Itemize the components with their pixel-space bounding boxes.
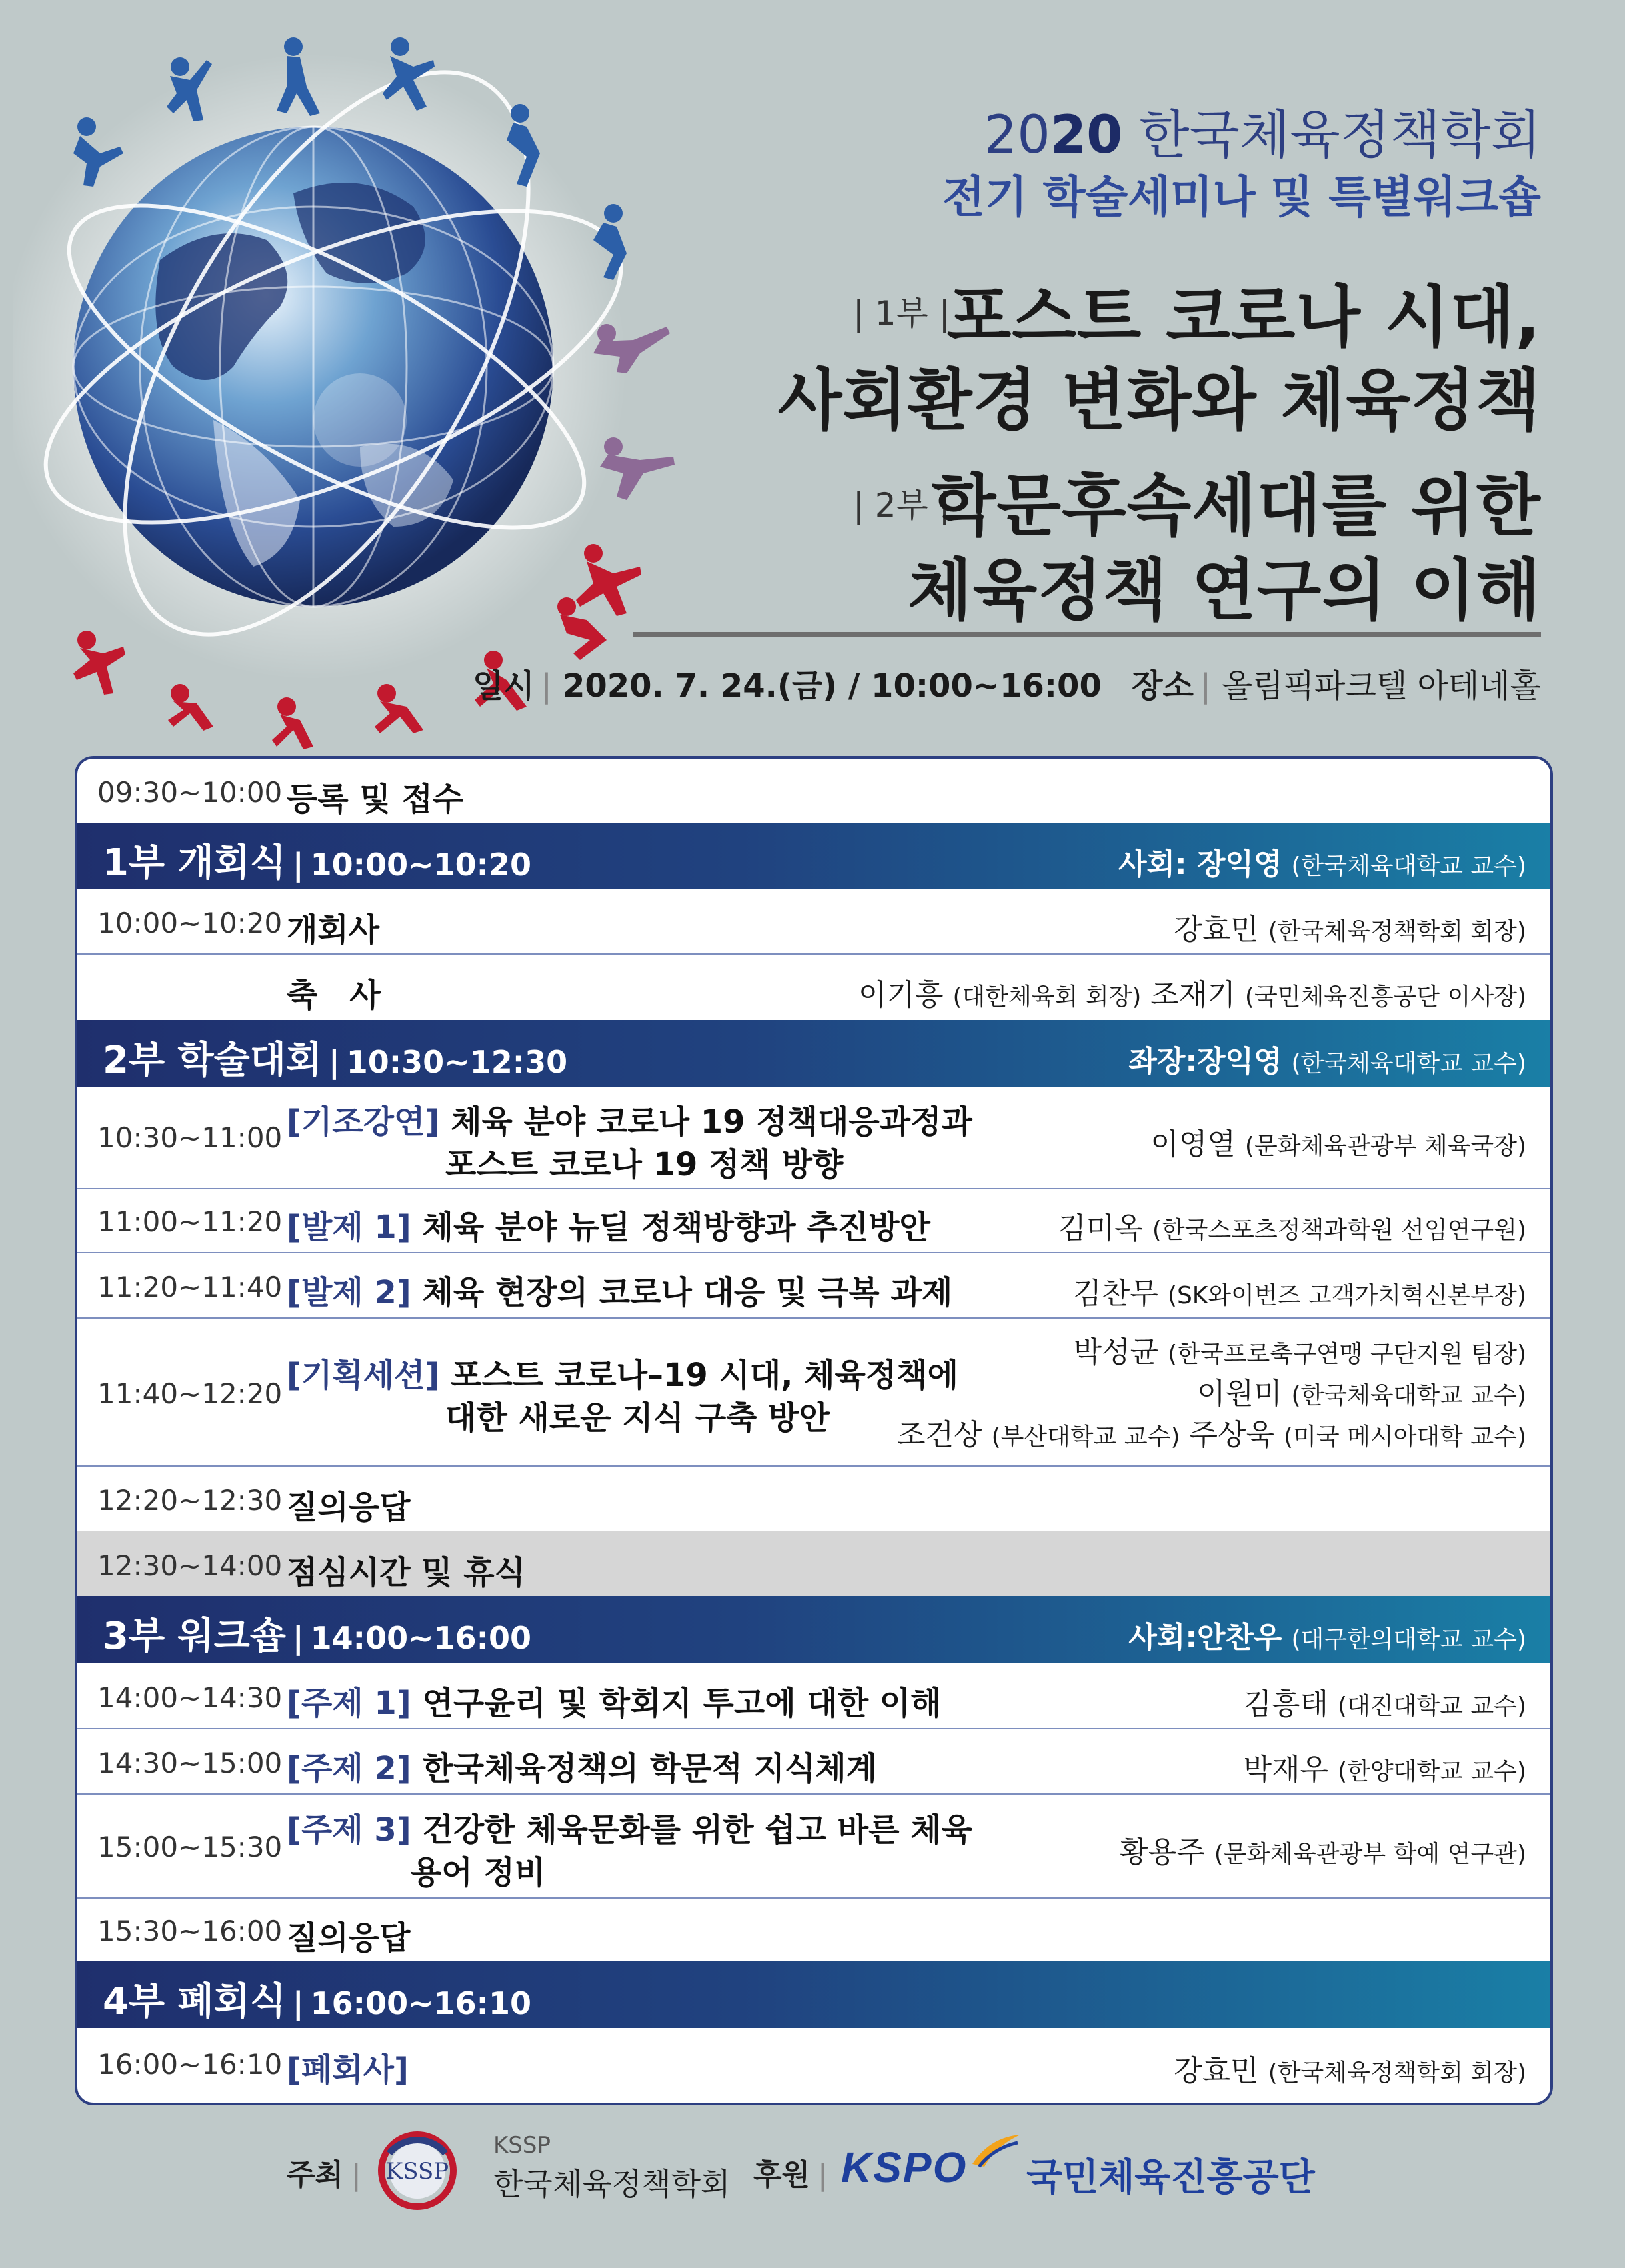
part1-tag: | 1부 | [853,294,950,333]
part1-affil: (한국체육대학교 교수) [1291,853,1526,880]
speaker-affil: (한국프로축구연맹 구단지원 팀장) [1168,1341,1526,1368]
host-label-wrap: 주최 | [287,2158,361,2192]
part2-affil: (한국체육대학교 교수) [1291,1050,1526,1077]
part3-header-band: 3부 워크숍 | 14:00~16:00 사회:안찬우 (대구한의대학교 교수) [77,1596,1550,1663]
speaker-name: 조건상 [897,1418,982,1452]
sponsor-label-wrap: 후원 | [753,2158,828,2192]
speaker-name: 조재기 [1141,978,1236,1012]
row-title: 한국체육정책의 학문적 지식체계 [411,1750,878,1787]
date-label: 일시 [473,667,535,705]
row-time: 14:30~15:00 [97,1747,283,1779]
host-label: 주최 [287,2158,344,2192]
speaker-affil: (한국스포츠정책과학원 선임연구원) [1152,1217,1526,1244]
session-tag: [주제 2] [287,1750,411,1787]
row-title: 점심시간 및 휴식 [287,1554,525,1591]
speaker-name: 박성균 [1073,1335,1159,1369]
row-time: 12:30~14:00 [97,1549,283,1582]
row-congrats [77,953,1550,1021]
part3-affil: (대구한의대학교 교수) [1291,1626,1526,1653]
part2-role: 좌장:장익영 [1128,1045,1282,1079]
row-time: 12:20~12:30 [97,1484,283,1517]
row-title: 연구윤리 및 학회지 투고에 대한 이해 [411,1685,942,1722]
row-keynote [77,1087,1550,1189]
part1-title-line1: 포스트 코로나 시대, [946,278,1541,356]
session-tag: [기획세션] [287,1357,440,1394]
venue-value: 올림픽파크텔 아테네홀 [1222,667,1541,705]
speaker-affil: (한양대학교 교수) [1338,1758,1526,1785]
year-suffix: 20 [1050,105,1123,165]
speaker-name: 주상욱 [1180,1418,1275,1452]
part3-role: 사회:안찬우 [1128,1621,1282,1655]
speaker-name: 황용주 [1120,1835,1205,1869]
speaker-affil: (미국 메시아대학 교수) [1284,1423,1526,1451]
row-lunch [77,1531,1550,1597]
part2-title: 2부 학술대회 [103,1039,322,1082]
org-name: 한국체육정책학회 [1122,105,1541,165]
row-topic3 [77,1793,1550,1899]
row-title-line2: 포스트 코로나 19 정책 방향 [445,1146,844,1183]
sponsor-name: 국민체육진흥공단 [1026,2156,1315,2199]
row-title-line2: 용어 정비 [411,1854,546,1891]
host-name: 한국체육정책학회 [493,2166,731,2202]
speaker-affil: (대한체육회 회장) [952,983,1142,1011]
speaker-affil: (한국체육정책학회 회장) [1268,2059,1526,2087]
speaker-affil: (SK와이번즈 고객가치혁신본부장) [1167,1282,1526,1309]
row-title-line1: 체육 분야 코로나 19 정책대응과정과 [439,1103,972,1141]
row-title-line1: 건강한 체육문화를 위한 쉽고 바른 체육 [411,1811,972,1849]
part1-role: 사회: 장익영 [1118,847,1282,881]
row-title-line2: 대한 새로운 지식 구축 방안 [445,1399,830,1437]
speaker-name: 이영열 [1150,1127,1236,1161]
row-time: 15:30~16:00 [97,1915,283,1947]
globe-with-athletes-illustration [13,20,680,760]
session-tag: [폐회사] [287,2051,409,2089]
row-title: 축 사 [287,977,381,1014]
session-tag: [주제 3] [287,1811,411,1849]
session-tag: [주제 1] [287,1685,411,1722]
row-time: 11:40~12:20 [97,1377,283,1410]
venue-label: 장소 [1132,667,1194,705]
row-title: 개회사 [287,911,380,949]
kspo-logo-text: KSPO [841,2143,968,2191]
part1-title-line2: 사회환경 변화와 체육정책 [777,361,1541,439]
date-value: 2020. 7. 24.(금) / 10:00~16:00 [562,667,1102,705]
part2-title-line1: 학문후속세대를 위한 [931,467,1541,545]
speaker-affil: (대진대학교 교수) [1338,1693,1526,1720]
speaker-affil: (한국체육대학교 교수) [1291,1382,1526,1409]
part4-title: 4부 폐회식 [103,1980,286,2023]
row-time: 10:00~10:20 [97,907,283,939]
part1-time: 10:00~10:20 [310,847,532,883]
part2-title-line2: 체육정책 연구의 이해 [907,551,1541,629]
row-title: 질의응답 [287,1919,411,1957]
speaker-affil: (한국체육정책학회 회장) [1268,918,1526,945]
row-time: 11:00~11:20 [97,1205,283,1238]
speaker-name: 김흥태 [1243,1687,1329,1721]
speaker-name: 박재우 [1243,1753,1329,1787]
speaker-affil: (문화체육관광부 학예 연구관) [1214,1841,1526,1868]
kspo-swoosh-icon [970,2131,1023,2171]
row-closing [77,2028,1550,2103]
row-opening-speech [77,889,1550,955]
row-title-line1: 포스트 코로나–19 시대, 체육정책에 [439,1357,959,1394]
speaker-affil: (국민체육진흥공단 이사장) [1244,983,1526,1011]
session-tag: [발제 2] [287,1274,411,1311]
row-title: 등록 및 접수 [287,781,464,818]
speaker-name: 강효민 [1174,913,1259,947]
part2-header-band: 2부 학술대회 | 10:30~12:30 좌장:장익영 (한국체육대학교 교수) [77,1020,1550,1087]
header-divider [633,632,1541,637]
part4-header-band: 4부 폐회식 | 16:00~16:10 [77,1961,1550,2028]
row-title: 질의응답 [287,1489,411,1526]
speaker-name: 김미옥 [1058,1211,1143,1245]
seminar-year-org [984,93,1541,168]
part3-title: 3부 워크숍 [103,1615,286,1658]
row-time: 11:20~11:40 [97,1271,283,1303]
speaker-affil: (부산대학교 교수) [991,1423,1180,1451]
host-en: KSSP [493,2132,551,2159]
row-time: 09:30~10:00 [97,776,283,809]
row-time: 14:00~14:30 [97,1681,283,1714]
kssp-logo-text: KSSP [385,2158,449,2185]
row-talk2 [77,1252,1550,1319]
row-registration [77,759,1550,824]
part2-tag: | 2부 | [853,486,950,525]
row-qa2 [77,1897,1550,1963]
row-talk1 [77,1188,1550,1253]
sponsor-label: 후원 [753,2158,811,2192]
part1-title: 1부 개회식 [103,841,286,885]
speaker-affil: (문화체육관광부 체육국장) [1244,1133,1526,1160]
part3-time: 14:00~16:00 [310,1620,532,1656]
row-time: 16:00~16:10 [97,2048,283,2081]
speaker-name: 김찬무 [1073,1277,1158,1311]
kssp-logo [377,2131,484,2211]
speaker-name: 이기흥 [858,978,944,1012]
row-time: 10:30~11:00 [97,1121,283,1154]
part4-time: 16:00~16:10 [310,1985,532,2021]
row-topic2 [77,1728,1550,1795]
speaker-name: 강효민 [1174,2054,1259,2088]
date-venue-line: 일시 | 2020. 7. 24.(금) / 10:00~16:00 장소 | 올림픽파크텔 아테네홀 [473,667,1541,705]
row-topic1 [77,1663,1550,1729]
session-tag: [발제 1] [287,1209,411,1246]
seminar-subtitle: 전기 학술세미나 및 특별워크숍 [942,171,1541,223]
row-title: 체육 분야 뉴딜 정책방향과 추진방안 [411,1209,930,1246]
speaker-name: 이원미 [1196,1377,1282,1411]
session-tag: [기조강연] [287,1103,440,1141]
program-schedule [75,756,1553,2105]
part2-time: 10:30~12:30 [346,1044,568,1080]
part1-header-band: 1부 개회식 | 10:00~10:20 사회: 장익영 (한국체육대학교 교수) [77,823,1550,889]
row-time: 15:00~15:30 [97,1831,283,1863]
row-special-session [77,1317,1550,1467]
year-prefix: 20 [984,105,1050,165]
row-title: 체육 현장의 코로나 대응 및 극복 과제 [411,1274,953,1311]
row-qa1 [77,1465,1550,1532]
